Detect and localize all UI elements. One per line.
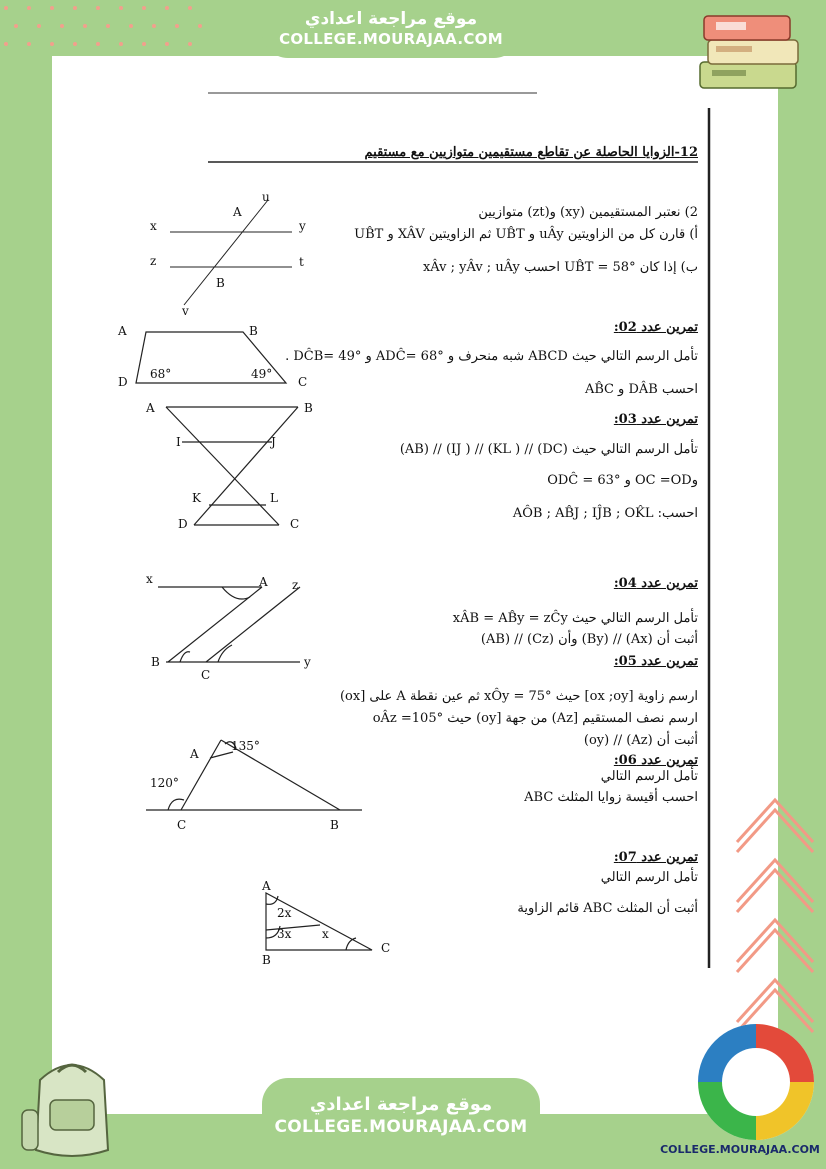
ex1-diagram [170, 200, 292, 305]
ex6-title: تمرين عدد 06: [613, 753, 698, 768]
ex7-label-B: B [262, 953, 271, 967]
ex5-line3: أثبت أن (Az) // (oy) [583, 733, 698, 748]
ex7-label-A: A [262, 879, 271, 893]
ex3-label-K: K [192, 491, 201, 505]
ex3-label-A: A [146, 401, 155, 415]
ex5-title: تمرين عدد 05: [613, 654, 698, 669]
ex6-line2: احسب أقيسة زوايا المثلث ABC [524, 790, 698, 805]
ex6-label-A: A [190, 747, 199, 761]
ex7-line1: تأمل الرسم التالي [600, 870, 698, 885]
ex3-line2: وOC =OD و ODĈ = 63° [547, 473, 698, 488]
ex6-label-B: B [330, 818, 339, 832]
ex1-label-t: t [299, 255, 304, 269]
ex2-label-C: C [298, 375, 308, 389]
ex4-label-B: B [151, 655, 160, 669]
ex4-line1: تأمل الرسم التالي حيث xÂB = AB̂y = zĈy [452, 611, 698, 626]
ex2-title: تمرين عدد 02: [613, 320, 698, 335]
ex2-label-B: B [249, 324, 258, 338]
ex5-line1: ارسم زاوية [ox ;oy] حيث xÔy = 75° ثم عين نقطة A على [ox) [339, 689, 698, 704]
ex1-label-u: u [262, 190, 270, 204]
ex1-label-A: A [233, 205, 242, 219]
ex2-line2: احسب DÂB و AB̂C [585, 382, 698, 397]
site-name: موقع مراجعة اعدادي [304, 9, 478, 29]
ex2-angle-68: 68° [150, 367, 172, 381]
ex3-hourglass [166, 407, 298, 525]
ex3-label-J: J [271, 435, 276, 449]
lesson-title: 12-الزوايا الحاصلة عن تقاطع مستقيمين متوازيين مع مستقيم [364, 145, 698, 160]
ex7-angle-3x: 3x [277, 927, 292, 941]
ex6-angle-120: 120° [150, 776, 179, 790]
ex7-angle-2x: 2x [277, 906, 292, 920]
ex3-label-D: D [178, 517, 188, 531]
ex1-line3: ب) إذا كان UB̂T = 58° احسب xÂv ; yÂv ; uÂy [422, 260, 698, 275]
ex6-line1: تأمل الرسم التالي [600, 769, 698, 784]
ex4-label-A: A [259, 575, 268, 589]
ex4-label-x: x [146, 572, 153, 586]
ex4-label-z: z [292, 578, 299, 592]
ex3-label-C: C [290, 517, 300, 531]
ex3-title: تمرين عدد 03: [613, 412, 698, 427]
ex4-label-y: y [304, 655, 311, 669]
ex7-angle-x: x [322, 927, 329, 941]
ex7-label-C: C [381, 941, 391, 955]
ex3-label-B: B [304, 401, 313, 415]
ex4-figure [158, 587, 300, 662]
site-url[interactable]: COLLEGE.MOURAJAA.COM [274, 1117, 528, 1137]
ex1-line2: أ) قارن كل من الزاويتين uÂy و UB̂T ثم الزاويتين XÂV و UB̂T [354, 227, 698, 242]
logo-url: COLLEGE.MOURAJAA.COM [660, 1143, 820, 1156]
ex7-line2: أثبت أن المثلث ABC قائم الزاوية [517, 901, 698, 916]
ex1-label-B: B [216, 276, 225, 290]
ex3-label-L: L [270, 491, 278, 505]
ex3-label-I: I [176, 435, 181, 449]
site-name: موقع مراجعة اعدادي [309, 1094, 493, 1115]
site-url[interactable]: COLLEGE.MOURAJAA.COM [279, 30, 503, 48]
ex1-label-y: y [299, 219, 306, 233]
ex1-label-v: v [182, 304, 189, 318]
ex7-title: تمرين عدد 07: [613, 850, 698, 865]
ex2-angle-49: 49° [251, 367, 273, 381]
ex2-line1: تأمل الرسم التالي حيث ABCD شبه منحرف و ADĈ= 68° و DĈB= 49° . [285, 349, 698, 364]
ex4-label-C: C [201, 668, 211, 682]
ex2-label-A: A [118, 324, 127, 338]
ex4-line2: أثبت أن (Ax) // (By) وأن (Cz) // (AB) [480, 632, 698, 647]
ex1-line1: 2) نعتبر المستقيمين (xy) و(zt) متوازيين [478, 205, 698, 220]
ex3-line3: احسب: AÔB ; AB̂J ; IĴB ; OK̂L [512, 506, 698, 521]
ex6-angle-135: 135° [231, 739, 260, 753]
ex5-line2: ارسم نصف المستقيم [Az) من جهة [oy) حيث oÂz =105° [372, 711, 698, 726]
ex2-label-D: D [118, 375, 128, 389]
ex1-label-z: z [150, 254, 157, 268]
ex3-line1: تأمل الرسم التالي حيث (DC) // ( KL) // ( IJ) // (AB) [399, 442, 698, 457]
ex1-label-x: x [150, 219, 157, 233]
ex6-label-C: C [177, 818, 187, 832]
ex7-triangle [266, 893, 372, 950]
ex4-title: تمرين عدد 04: [613, 576, 698, 591]
